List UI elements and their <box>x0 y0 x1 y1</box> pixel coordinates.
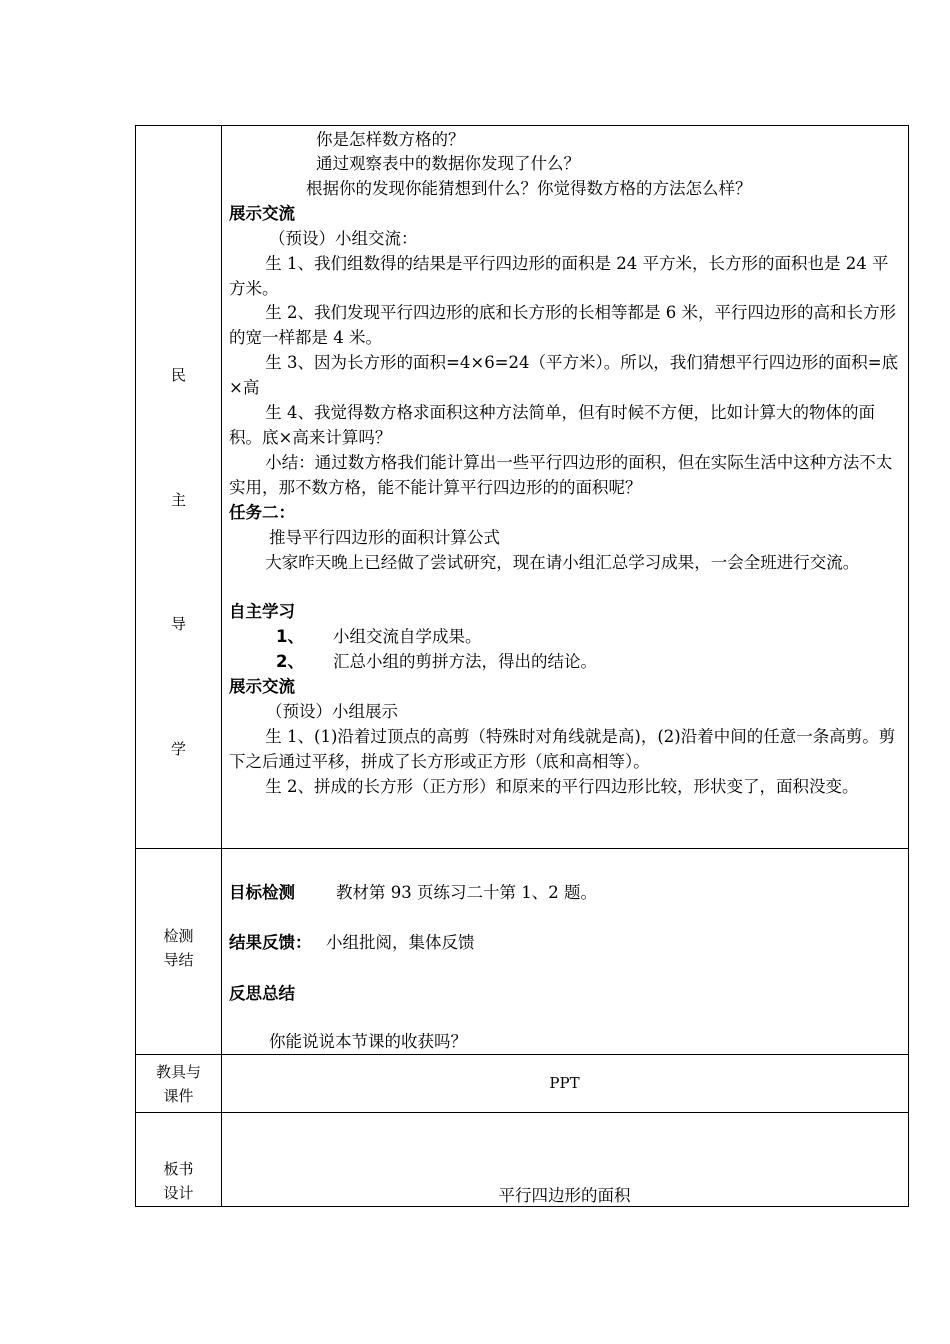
student-answer: 生 1、(1)沿着过顶点的高剪（特殊时对角线就是高)，(2)沿着中间的任意一条高剪。剪下之后通过平移，拼成了长方形或正方形（底和高相等）。 <box>229 727 896 771</box>
student-answer: 生 1、我们组数得的结果是平行四边形的面积是 24 平方米，长方形的面积也是 24 平方米。 <box>229 254 889 298</box>
row-label: 设计 <box>163 1184 194 1202</box>
section-heading: 展示交流 <box>229 204 295 223</box>
row-label: 导结 <box>163 951 194 969</box>
student-answer: 生 2、拼成的长方形（正方形）和原来的平行四边形比较，形状变了，面积没变。 <box>265 777 859 796</box>
summary-paragraph: 小结：通过数方格我们能计算出一些平行四边形的面积，但在实际生活中这种方法不太实用，那不数方格，能不能计算平行四边形的的面积呢？ <box>229 453 893 497</box>
preset-line: （预设）小组交流： <box>269 229 418 248</box>
row-divider <box>136 1112 908 1113</box>
check-heading: 目标检测 <box>229 883 295 902</box>
feedback-heading: 结果反馈： <box>229 933 312 952</box>
task-title: 推导平行四边形的面积计算公式 <box>269 528 500 547</box>
row-label-char: 导 <box>170 615 186 633</box>
row-label: 板书 <box>163 1160 194 1178</box>
question-line: 你是怎样数方格的？ <box>316 130 465 149</box>
list-item-text: 小组交流自学成果。 <box>333 627 482 646</box>
row-label-char: 学 <box>170 740 186 758</box>
list-number: 2、 <box>276 652 304 671</box>
feedback-text: 小组批阅，集体反馈 <box>326 933 475 952</box>
row-label: 课件 <box>163 1087 194 1105</box>
reflection-heading: 反思总结 <box>229 984 295 1003</box>
row-divider <box>136 848 908 849</box>
row-label: 教具与 <box>155 1063 201 1081</box>
column-divider <box>221 126 222 1206</box>
question-line: 通过观察表中的数据你发现了什么？ <box>316 154 580 173</box>
check-text: 教材第 93 页练习二十第 1、2 题。 <box>336 883 597 902</box>
student-answer: 生 2、我们发现平行四边形的底和长方形的长相等都是 6 米，平行四边形的高和长方形的宽一样都是 4 米。 <box>229 303 897 347</box>
reflection-text: 你能说说本节课的收获吗？ <box>269 1032 467 1051</box>
preset-line: （预设）小组展示 <box>266 702 398 721</box>
row-label-char: 民 <box>170 366 186 384</box>
question-line: 根据你的发现你能猜想到什么？你觉得数方格的方法怎么样？ <box>306 179 752 198</box>
row-divider <box>136 1054 908 1055</box>
row-label: 检测 <box>163 927 194 945</box>
section-heading: 任务二： <box>229 503 295 522</box>
list-number: 1、 <box>276 627 304 646</box>
section-heading: 展示交流 <box>229 677 295 696</box>
lesson-plan-table <box>135 125 909 1207</box>
section-heading: 自主学习 <box>229 602 295 621</box>
row-label-char: 主 <box>170 491 186 509</box>
student-answer: 生 3、因为长方形的面积=4×6=24（平方米）。所以，我们猜想平行四边形的面积=底×高 <box>229 353 899 397</box>
student-answer: 生 4、我觉得数方格求面积这种方法简单，但有时候不方便，比如计算大的物体的面积。底×高来计算吗？ <box>229 403 876 447</box>
materials-value: PPT <box>549 1074 580 1092</box>
task-paragraph: 大家昨天晚上已经做了尝试研究，现在请小组汇总学习成果，一会全班进行交流。 <box>265 553 860 572</box>
board-title: 平行四边形的面积 <box>498 1186 631 1205</box>
list-item-text: 汇总小组的剪拼方法，得出的结论。 <box>333 652 597 671</box>
